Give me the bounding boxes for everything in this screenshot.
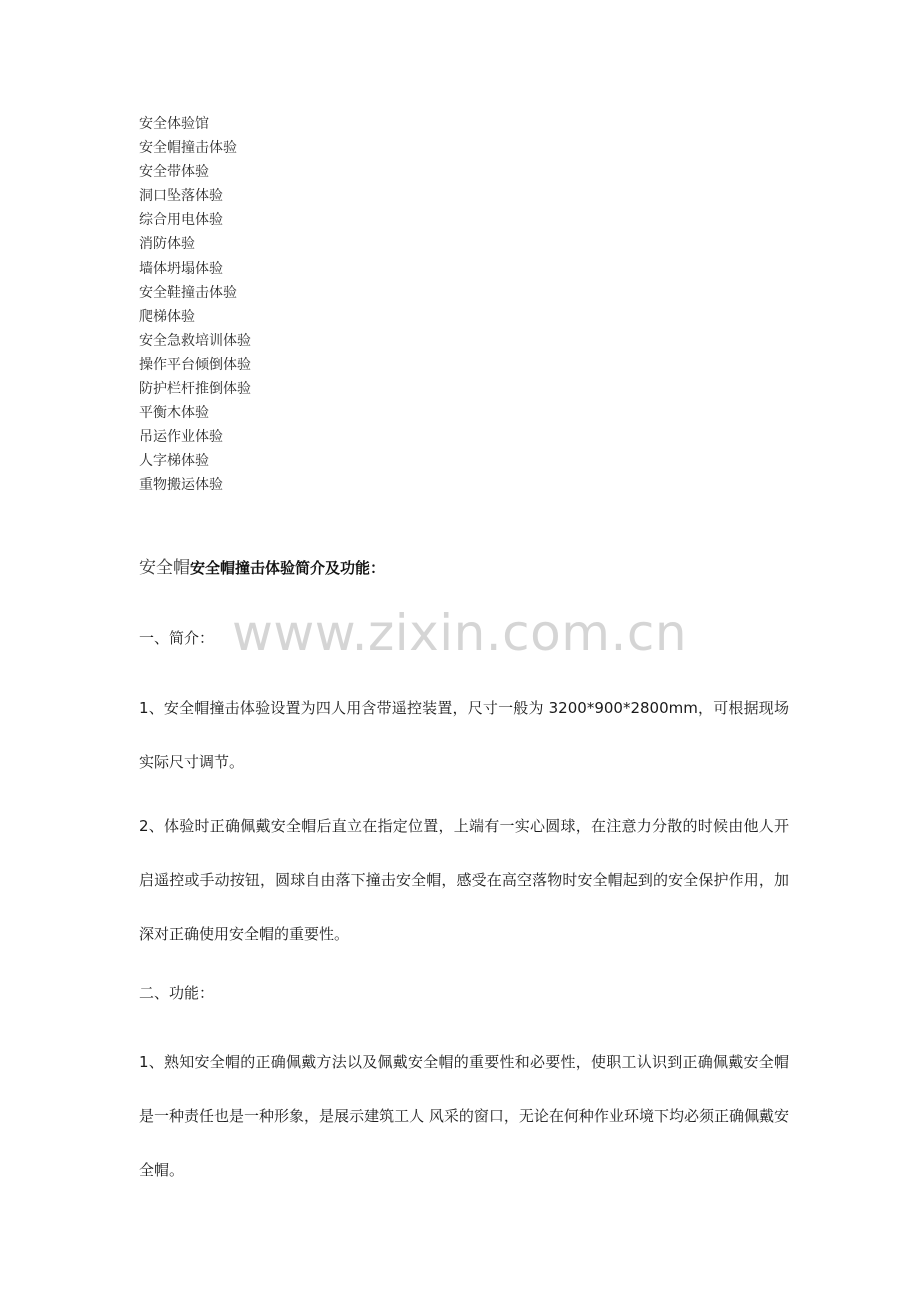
experience-item-list	[139, 112, 251, 498]
list-item: 安全带体验	[139, 164, 209, 181]
intro-paragraph-2: 2、体验时正确佩戴安全帽后直立在指定位置，上端有一实心圆球，在注意力分散的时候由他人开启遥控或手动按钮，圆球自由落下撞击安全帽，感受在高空落物时安全帽起到的安全保护作用，加深对正确使用安全帽的重要性。	[139, 817, 789, 943]
list-item: 安全鞋撞击体验	[139, 284, 237, 301]
list-item: 爬梯体验	[139, 308, 195, 325]
list-item: 操作平台倾倒体验	[139, 356, 251, 373]
section-heading	[139, 556, 385, 580]
list-item: 重物搬运体验	[139, 477, 223, 494]
list-item: 安全体验馆	[139, 116, 209, 132]
list-item: 洞口坠落体验	[139, 188, 223, 205]
list-item: 墙体坍塌体验	[139, 260, 223, 277]
function-paragraph-1: 1、熟知安全帽的正确佩戴方法以及佩戴安全帽的重要性和必要性，使职工认识到正确佩戴安全帽是一种责任也是一种形象，是展示建筑工人 风采的窗口，无论在何种作业环境下均必须正确佩戴安全帽。	[139, 1053, 789, 1179]
function-title: 二、功能：	[139, 984, 215, 1002]
list-item: 平衡木体验	[139, 405, 209, 422]
list-item: 综合用电体验	[139, 212, 223, 229]
watermark: www.zixin.com.cn	[232, 604, 688, 662]
list-item: 消防体验	[139, 236, 195, 253]
heading-title: 安全帽撞击体验简介及功能：	[190, 559, 386, 577]
list-item: 防护栏杆推倒体验	[139, 381, 251, 398]
list-item: 安全急救培训体验	[139, 332, 251, 349]
heading-prefix: 安全帽	[139, 558, 190, 578]
list-item: 吊运作业体验	[139, 429, 223, 446]
intro-paragraph-1: 1、安全帽撞击体验设置为四人用含带遥控装置，尺寸一般为 3200*900*2800mm，可根据现场实际尺寸调节。	[139, 699, 789, 771]
list-item: 人字梯体验	[139, 453, 209, 470]
list-item: 安全帽撞击体验	[139, 140, 237, 157]
intro-title: 一、简介：	[139, 629, 215, 647]
